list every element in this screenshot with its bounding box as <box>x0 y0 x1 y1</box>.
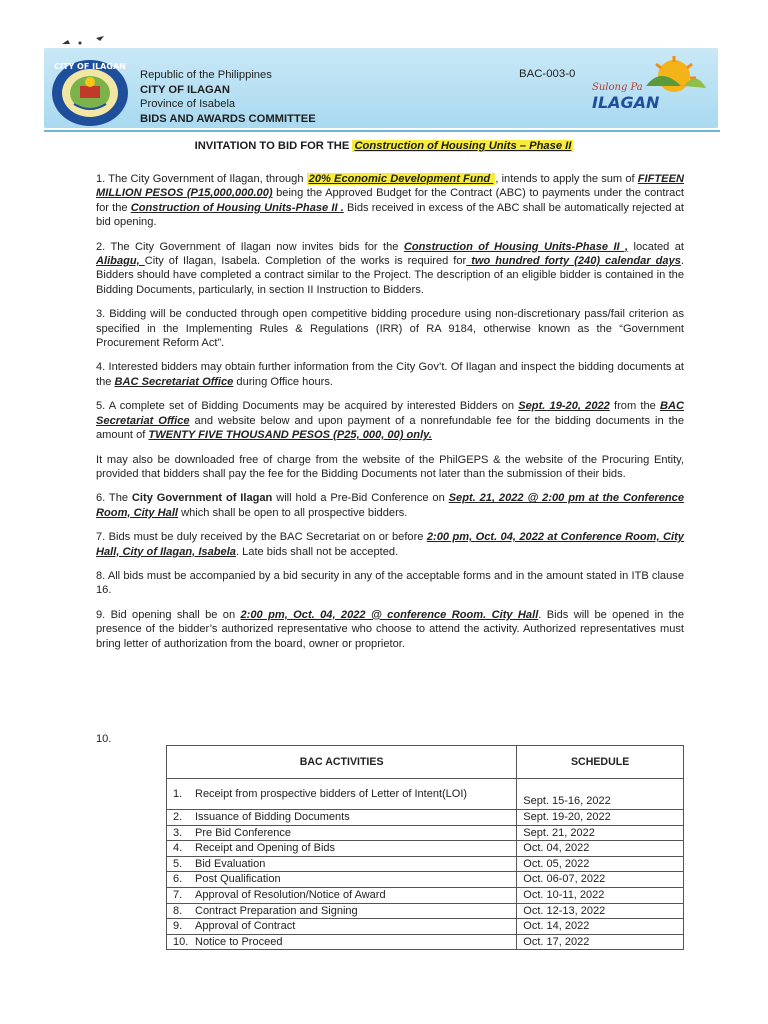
date-cell: Oct. 12-13, 2022 <box>517 903 684 919</box>
paragraph-5b: It may also be downloaded free of charge from the website of the PhilGEPS & the website of the Procuring Entity, provided that bidders shall pay the fee for the Bidding Documents not later than the submission of their bids. <box>96 453 684 480</box>
header-activities: BAC ACTIVITIES <box>167 746 517 779</box>
activity-text: Contract Preparation and Signing <box>195 904 358 917</box>
table-row <box>167 934 684 950</box>
p6-when: Sept. 21, 2022 @ 2:00 pm at the Conference Room, City Hall <box>96 492 684 519</box>
row-number: 4. <box>173 842 183 855</box>
paragraph-4 <box>96 360 684 389</box>
activity-cell <box>167 887 517 903</box>
paragraph-2 <box>96 240 684 298</box>
activity-cell <box>167 919 517 935</box>
table-row <box>167 872 684 888</box>
republic-line: Republic of the Philippines <box>140 69 272 81</box>
activity-text: Approval of Resolution/Notice of Award <box>195 888 386 901</box>
activity-cell <box>167 810 517 826</box>
paragraph-10-label: 10. <box>96 733 112 745</box>
table-row <box>167 779 684 810</box>
ilagan-logo-icon <box>586 56 710 116</box>
paragraph-9 <box>96 608 684 651</box>
table-row <box>167 810 684 826</box>
p2-text-c: City of Ilagan, Isabela. Completion of the works is required for <box>144 255 467 268</box>
p2-duration: two hundred forty (240) calendar days <box>466 255 681 268</box>
row-number: 9. <box>173 920 183 933</box>
p2-text-d: . Bidders should have completed a contract similar to the Project. The description of an eligible bidder is contained in the Bidding Documents, particularly, in section II Instruction to Bidders. <box>96 255 685 296</box>
p7-text-a: 7. Bids must be duly received by the BAC Secretariat on or before <box>96 531 427 544</box>
paragraph-1 <box>96 172 684 230</box>
p7-text-b: . Late bids shall not be accepted. <box>235 545 399 558</box>
province-line: Province of Isabela <box>140 98 236 111</box>
p9-text-a: 9. Bid opening shall be on <box>96 608 241 621</box>
activity-cell <box>167 825 517 841</box>
city-line: CITY OF ILAGAN <box>140 83 230 96</box>
p1-text-c: being the Approved Budget for the Contract (ABC) to payments under the contract for the <box>96 187 684 214</box>
p4-office: BAC Secretariat Office <box>114 375 234 388</box>
p2-project: Construction of Housing Units-Phase II , <box>403 240 629 253</box>
activity-cell <box>167 779 517 810</box>
activity-text: Notice to Proceed <box>195 935 283 948</box>
document-title <box>0 140 768 152</box>
letterhead-rule <box>44 130 720 132</box>
table-row <box>167 887 684 903</box>
activity-text: Receipt and Opening of Bids <box>195 842 336 855</box>
paragraph-5 <box>96 399 684 442</box>
table-row <box>167 841 684 857</box>
schedule-table <box>166 745 684 950</box>
p1-text-b: , intends to apply the sum of <box>495 173 638 185</box>
activity-text: Pre Bid Conference <box>195 826 291 839</box>
row-number: 6. <box>173 873 183 886</box>
date-cell: Sept. 19-20, 2022 <box>517 810 684 826</box>
p1-fund: 20% Economic Development Fund <box>308 173 494 185</box>
activity-text: Approval of Contract <box>195 920 296 933</box>
p5-fee: TWENTY FIVE THOUSAND PESOS (P25, 000, 00) only. <box>148 429 432 442</box>
p6-text-b: will hold a Pre-Bid Conference on <box>272 492 449 505</box>
p4-text-b: during Office hours. <box>233 375 334 388</box>
paragraph-3: 3. Bidding will be conducted through open competitive bidding procedure using non-discretionary pass/fail criterion as specified in the Implementing Rules & Regulations (IRR) of RA 9184, otherwise known as the “Government Procurement Reform Act”. <box>96 308 684 350</box>
activity-cell <box>167 934 517 950</box>
p1-text-a: 1. The City Government of Ilagan, through <box>96 173 307 185</box>
p6-text-c: which shall be open to all prospective bidders. <box>177 506 408 519</box>
row-number: 7. <box>173 888 183 901</box>
seal-text: CITY OF ILAGAN <box>54 62 126 71</box>
paragraph-8: 8. All bids must be accompanied by a bid security in any of the acceptable forms and in the amount stated in ITB clause 16. <box>96 569 684 597</box>
row-number: 5. <box>173 857 183 870</box>
invitation-body <box>96 172 684 661</box>
p4-text-a: 4. Interested bidders may obtain further information from the City Gov’t. Of Ilagan and inspect the bidding documents at the <box>96 361 684 388</box>
logo-tagline: Sulong Pa <box>592 82 643 93</box>
p1-project: Construction of Housing Units-Phase II . <box>130 201 344 214</box>
p6-entity: City Government of Ilagan <box>131 492 273 505</box>
city-seal-icon <box>50 58 130 128</box>
activity-text: Bid Evaluation <box>195 857 266 870</box>
row-number: 10. <box>173 935 189 948</box>
logo-wordmark: ILAGAN <box>592 93 660 112</box>
title-prefix: INVITATION TO BID FOR THE <box>194 140 350 152</box>
date-cell: Sept. 15-16, 2022 <box>517 779 684 810</box>
table-row <box>167 919 684 935</box>
p5-text-a: 5. A complete set of Bidding Documents may be acquired by interested Bidders on <box>96 400 519 413</box>
p2-text-a: 2. The City Government of Ilagan now invites bids for the <box>96 240 404 253</box>
row-number: 1. <box>173 787 183 800</box>
row-number: 8. <box>173 904 183 917</box>
p5-text-c: and website below and upon payment of a nonrefundable fee for the bidding documents in the amount of <box>96 414 684 442</box>
date-cell: Sept. 21, 2022 <box>517 825 684 841</box>
date-cell: Oct. 10-11, 2022 <box>517 887 684 903</box>
activity-cell <box>167 903 517 919</box>
p5-text-b: from the <box>609 400 660 413</box>
p1-amount: FIFTEEN MILLION PESOS (P15,000,000.00) <box>96 173 684 200</box>
date-cell: Oct. 14, 2022 <box>517 919 684 935</box>
reference-code: BAC-003-0 <box>519 68 576 80</box>
activity-cell <box>167 841 517 857</box>
p5-office: BAC Secretariat Office <box>96 400 685 427</box>
p6-text-a: 6. The <box>96 492 132 505</box>
paragraph-6 <box>96 491 684 520</box>
p2-location: Alibagu, <box>96 255 145 268</box>
schedule-header-row <box>167 746 684 779</box>
p9-when: 2:00 pm, Oct. 04, 2022 @ conference Room. City Hall <box>240 608 539 621</box>
header-schedule: SCHEDULE <box>517 746 684 779</box>
activity-cell <box>167 856 517 872</box>
p7-when: 2:00 pm, Oct. 04, 2022 at Conference Room, City Hall, City of Ilagan, Isabela <box>96 531 684 558</box>
row-number: 2. <box>173 811 183 823</box>
activity-cell <box>167 872 517 888</box>
letterhead-text <box>140 68 316 126</box>
p9-text-b: . Bids will be opened in the presence of the bidder’s authorized representative who choose to attend the activity. Authorized representatives must bring letter of authorization from the board, owner or proprietor. <box>96 608 684 650</box>
table-row <box>167 856 684 872</box>
activity-text: Post Qualification <box>195 873 281 886</box>
date-cell: Oct. 04, 2022 <box>517 841 684 857</box>
p2-text-b: located at <box>628 240 684 253</box>
p1-text-d: Bids received in excess of the ABC shall be automatically rejected at bid opening. <box>96 201 684 229</box>
row-number: 3. <box>173 826 183 839</box>
p5-dates: Sept. 19-20, 2022 <box>518 400 610 413</box>
title-project: Construction of Housing Units – Phase II <box>354 140 572 152</box>
activity-text: Receipt from prospective bidders of Letter of Intent(LOI) <box>195 787 468 800</box>
date-cell: Oct. 06-07, 2022 <box>517 872 684 888</box>
scan-artifact-mark <box>60 34 110 48</box>
activity-text: Issuance of Bidding Documents <box>195 811 350 823</box>
table-row <box>167 903 684 919</box>
date-cell: Oct. 05, 2022 <box>517 856 684 872</box>
table-row <box>167 825 684 841</box>
committee-line: BIDS AND AWARDS COMMITTEE <box>140 112 316 125</box>
paragraph-7 <box>96 530 684 559</box>
date-cell: Oct. 17, 2022 <box>517 934 684 950</box>
